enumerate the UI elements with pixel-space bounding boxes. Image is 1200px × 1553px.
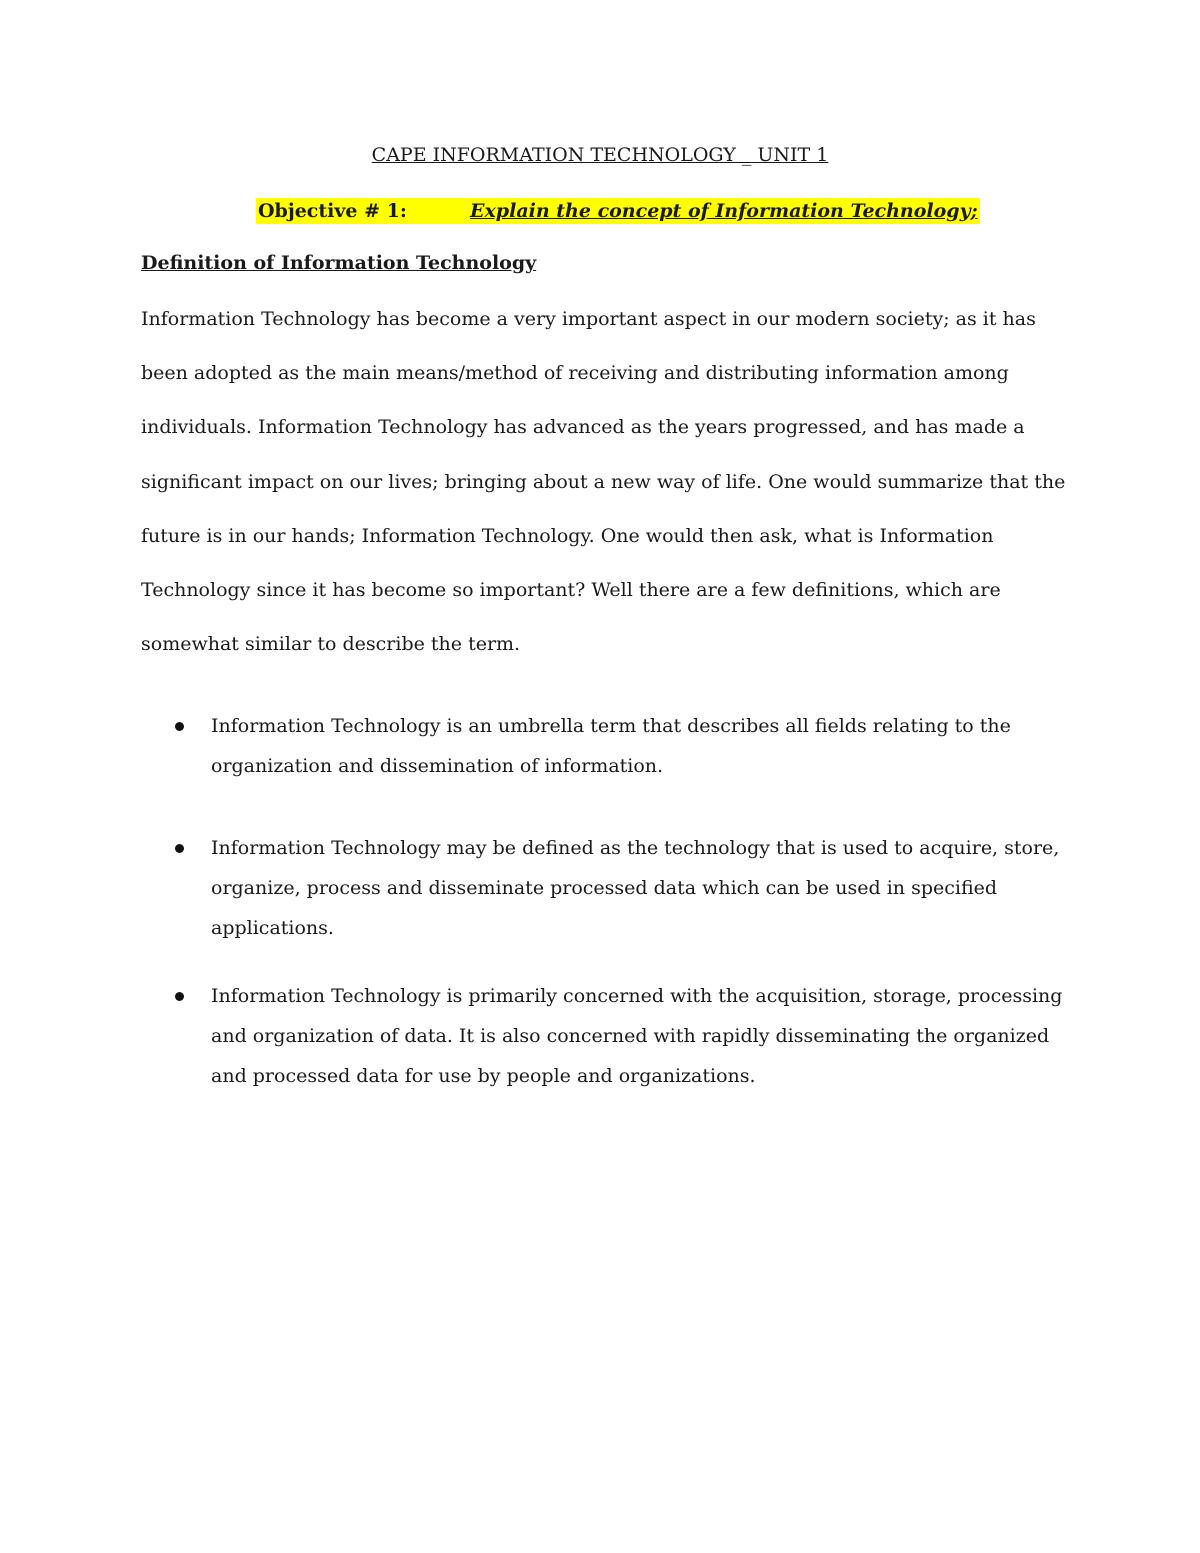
- objective-highlight: [256, 198, 980, 224]
- list-item-line: organize, process and disseminate processed data which can be used in specified: [211, 877, 998, 899]
- definition-list: [141, 706, 1081, 1096]
- objective-label: Objective # 1:: [258, 200, 407, 222]
- list-item: [141, 706, 1081, 786]
- paragraph-line: Technology since it has become so important? Well there are a few definitions, which are: [141, 578, 1001, 601]
- bullet-icon: [175, 992, 184, 1001]
- document-title: CAPE INFORMATION TECHNOLOGY _ UNIT 1: [371, 144, 829, 166]
- section-heading: Definition of Information Technology: [141, 252, 537, 274]
- objective-text: Explain the concept of Information Technology;: [470, 200, 978, 222]
- paragraph-line: somewhat similar to describe the term.: [141, 633, 521, 656]
- list-item-line: organization and dissemination of information.: [211, 755, 664, 777]
- bullet-icon: [175, 844, 184, 853]
- paragraph-line: individuals. Information Technology has advanced as the years progressed, and has made a: [141, 416, 1025, 439]
- list-item: [141, 828, 1081, 948]
- list-item: [141, 976, 1081, 1096]
- list-item-line: and processed data for use by people and organizations.: [211, 1065, 756, 1087]
- bullet-icon: [175, 722, 184, 731]
- paragraph-line: significant impact on our lives; bringing about a new way of life. One would summarize that the: [141, 470, 1066, 493]
- list-item-line: applications.: [211, 917, 334, 939]
- intro-paragraph: [141, 304, 1071, 683]
- paragraph-line: been adopted as the main means/method of receiving and distributing information among: [141, 362, 1009, 385]
- list-item-line: Information Technology may be defined as the technology that is used to acquire, store,: [211, 837, 1060, 859]
- list-item-line: and organization of data. It is also concerned with rapidly disseminating the organized: [211, 1025, 1050, 1047]
- paragraph-line: Information Technology has become a very important aspect in our modern society; as it has: [141, 308, 1036, 330]
- list-item-line: Information Technology is primarily concerned with the acquisition, storage, processing: [211, 985, 1063, 1007]
- paragraph-line: future is in our hands; Information Technology. One would then ask, what is Information: [141, 524, 994, 547]
- list-item-line: Information Technology is an umbrella term that describes all fields relating to the: [211, 715, 1011, 737]
